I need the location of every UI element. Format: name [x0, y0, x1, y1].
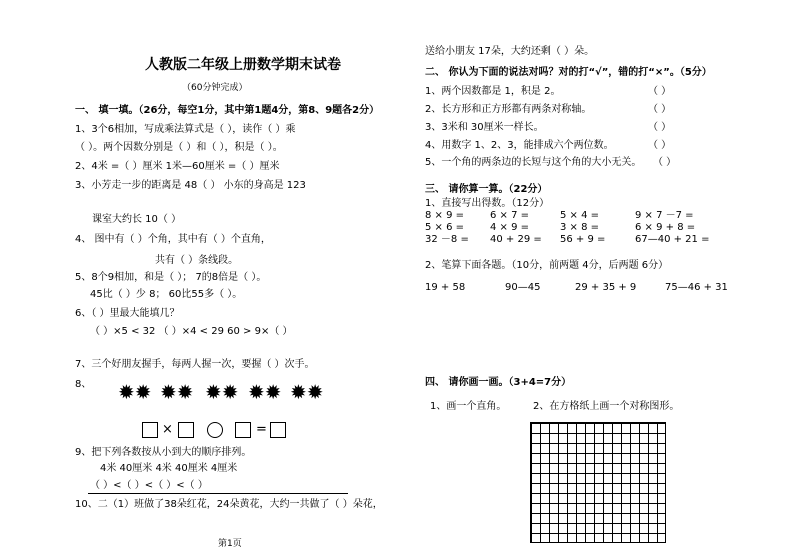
calc-subheading: 1、直接写出得数。（12分） — [425, 198, 550, 209]
question-6: 6、（ ）里最大能填几？ — [75, 308, 180, 319]
judge-item-5: 5、一个角的两条边的长短与这个角的大小无关。 — [425, 157, 642, 168]
question-9: 9、把下列各数按从小到大的顺序排列。 — [75, 447, 252, 458]
calc-item: 9 × 7 －7 = — [635, 210, 694, 221]
answer-box[interactable] — [235, 422, 251, 438]
exam-subtitle: （60分钟完成） — [182, 83, 248, 93]
question-3-line-2: 课室大约长 10（ ） — [92, 214, 182, 225]
calc-item: 67—40 + 21 = — [635, 234, 710, 245]
question-8: 8、 — [75, 379, 92, 390]
question-6-items: （ ）×5 < 32 （ ）×4 < 29 60 > 9×（ ） — [90, 326, 293, 337]
multiply-sign: × — [162, 422, 173, 437]
star-icon: ✹✹ — [160, 380, 194, 404]
answer-circle[interactable] — [207, 422, 223, 438]
section-1-heading: 一、 填一填。（26分，每空1分，其中第1题4分，第8、9题各2分） — [75, 105, 380, 116]
draw-question-2: 2、在方格纸上画一个对称图形。 — [533, 401, 680, 412]
answer-box[interactable] — [142, 422, 158, 438]
answer-box[interactable] — [270, 422, 286, 438]
calc-item: 3 × 8 = — [560, 222, 600, 233]
judge-blank-1[interactable]: （ ） — [648, 86, 672, 97]
question-7: 7、三个好朋友握手，每两人握一次，要握（ ）次手。 — [75, 359, 315, 370]
calc-item: 40 + 29 = — [490, 234, 542, 245]
exam-title: 人教版二年级上册数学期末试卷 — [145, 57, 341, 73]
judge-item-1: 1、两个因数都是 1，积是 2。 — [425, 86, 561, 97]
drawing-grid[interactable] — [530, 422, 666, 543]
written-calc-item: 19 + 58 — [425, 282, 466, 293]
judge-item-3: 3、3米和 30厘米一样长。 — [425, 122, 544, 133]
question-5-line-1: 5、8个9相加，和是（ ）； 7的8倍是（ ）。 — [75, 272, 267, 283]
written-calc-item: 29 + 35 + 9 — [575, 282, 637, 293]
calc-item: 8 × 9 = — [425, 210, 465, 221]
written-calc-item: 75—46 + 31 — [665, 282, 728, 293]
answer-box[interactable] — [178, 422, 194, 438]
section-2-heading: 二、 你认为下面的说法对吗？对的打“√”，错的打“×”。（5分） — [425, 67, 712, 78]
question-4-line-2: 共有（ ）条线段。 — [155, 255, 239, 266]
calc-item: 32 －8 = — [425, 234, 469, 245]
judge-blank-3[interactable]: （ ） — [648, 122, 672, 133]
calc-item: 6 × 7 = — [490, 210, 530, 221]
divider-line — [88, 493, 348, 494]
star-icon: ✹✹ — [118, 380, 152, 404]
judge-blank-5[interactable]: （ ） — [653, 157, 677, 168]
calc-item: 5 × 6 = — [425, 222, 465, 233]
calc-item: 4 × 9 = — [490, 222, 530, 233]
question-5-line-2: 45比（ ）少 8； 60比55多（ ）。 — [90, 289, 243, 300]
star-icon: ✹✹ — [290, 380, 324, 404]
judge-item-4: 4、用数字 1、2、3，能排成六个两位数。 — [425, 140, 614, 151]
calc-item: 5 × 4 = — [560, 210, 600, 221]
question-10: 10、二（1）班做了38朵红花，24朵黄花，大约一共做了（ ）朵花， — [75, 499, 383, 510]
judge-blank-4[interactable]: （ ） — [648, 140, 672, 151]
question-9-blanks: （ ）<（ ）<（ ）<（ ） — [90, 480, 208, 491]
written-calc-item: 90—45 — [505, 282, 541, 293]
star-icon: ✹✹ — [248, 380, 282, 404]
question-9-items: 4米 40厘米 4米 40厘米 4厘米 — [100, 463, 238, 474]
draw-question-1: 1、画一个直角。 — [430, 401, 507, 412]
section-3-heading: 三、 请你算一算。（22分） — [425, 184, 548, 195]
equals-sign: = — [256, 422, 267, 437]
question-3-line-1: 3、小芳走一步的距离是 48（ ） 小东的身高是 123 — [75, 180, 306, 191]
judge-blank-2[interactable]: （ ） — [648, 104, 672, 115]
question-10-continued: 送给小朋友 17朵，大约还剩（ ）朵。 — [425, 46, 595, 57]
question-2: 2、4米 =（ ）厘米 1米—60厘米 =（ ）厘米 — [75, 161, 280, 172]
calc-item: 56 + 9 = — [560, 234, 606, 245]
page-number: 第1页 — [218, 539, 242, 549]
judge-item-2: 2、长方形和正方形都有两条对称轴。 — [425, 104, 592, 115]
calc-item: 6 × 9 + 8 = — [635, 222, 696, 233]
written-calc-subheading: 2、笔算下面各题。（10分，前两题 4分，后两题 6分） — [425, 260, 669, 271]
star-icon: ✹✹ — [205, 380, 239, 404]
question-1-line-1: 1、3个6相加，写成乘法算式是（ ），读作（ ）乘 — [75, 124, 296, 135]
question-4-line-1: 4、 图中有（ ）个角，其中有（ ）个直角， — [75, 234, 271, 245]
question-1-line-2: （ ）。两个因数分别是（ ）和（ ），积是（ ）。 — [75, 142, 283, 153]
section-4-heading: 四、 请你画一画。（3+4=7分） — [425, 377, 572, 388]
